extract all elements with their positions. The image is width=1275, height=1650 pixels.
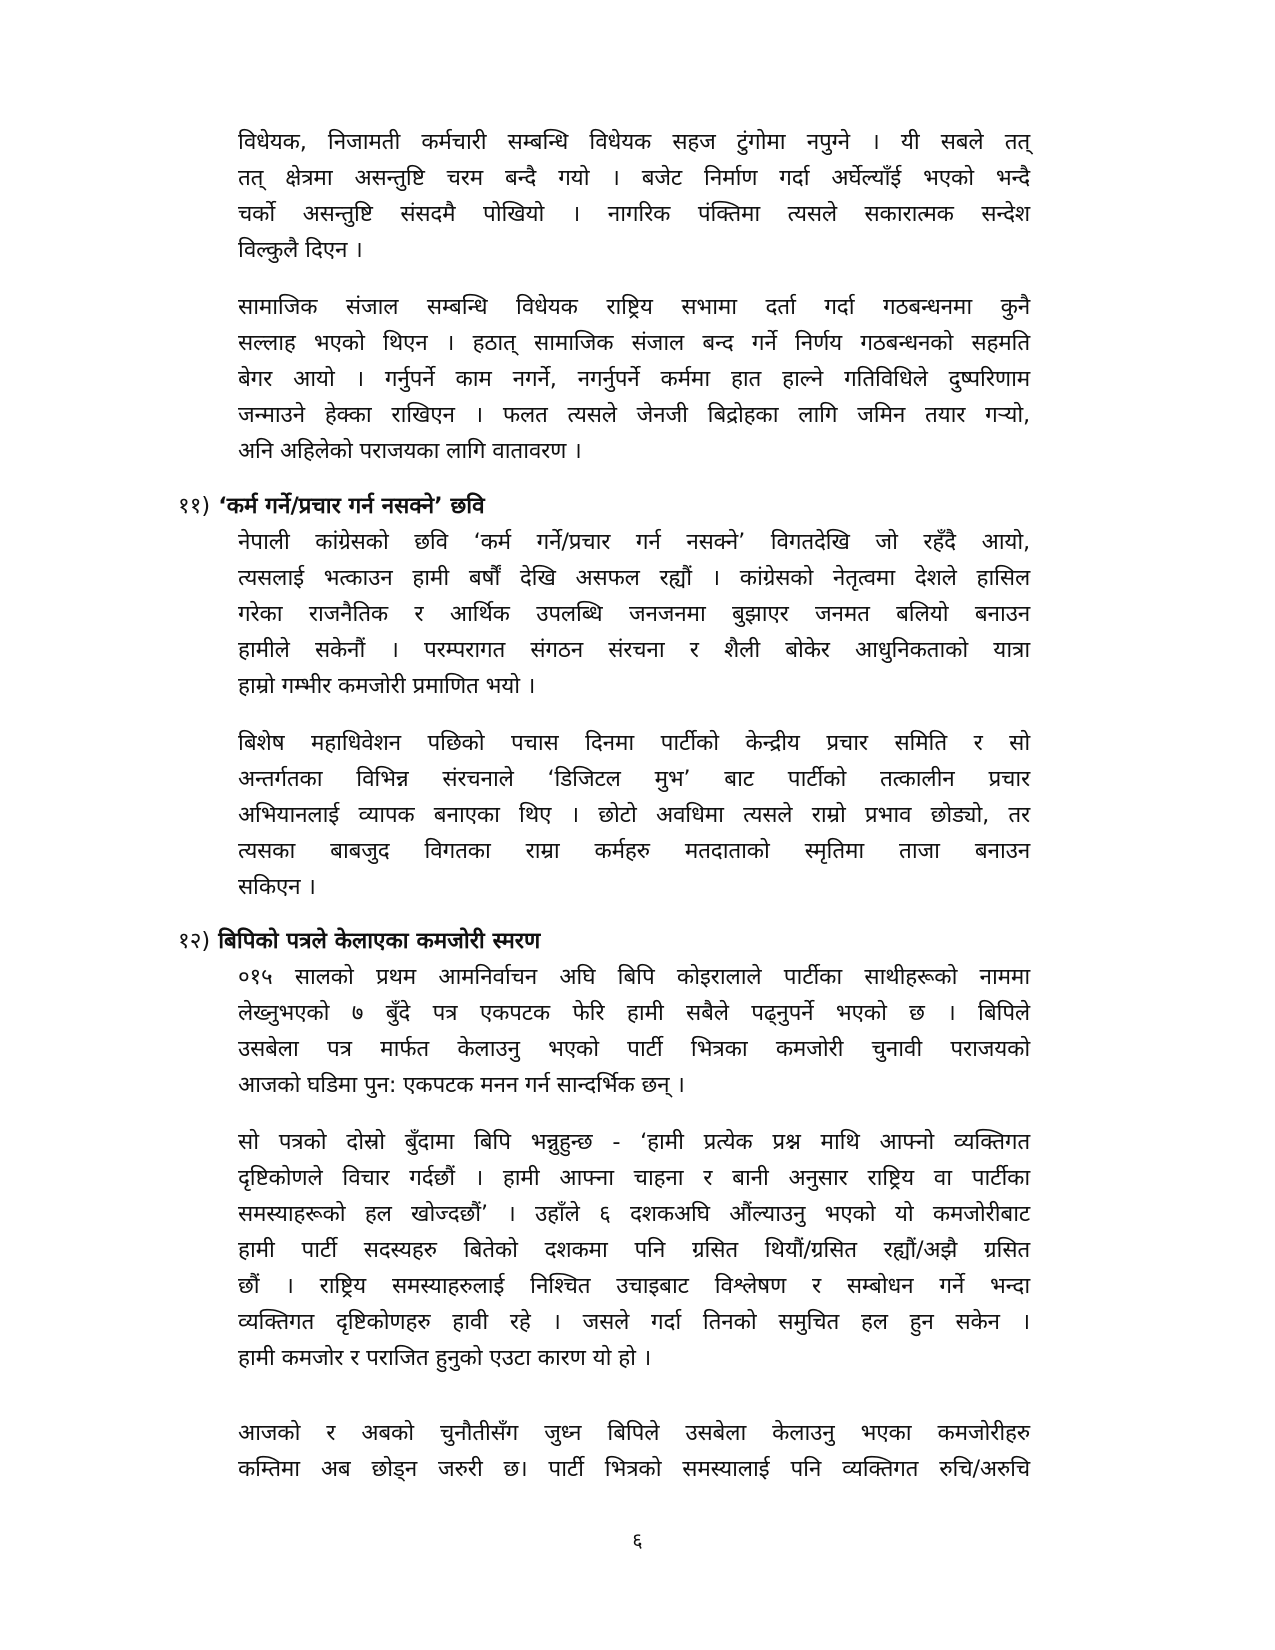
section-number: ११): [178, 493, 211, 519]
paragraph-6-line-7: हामी कमजोर र पराजित हुनुको एउटा कारण यो हो ।: [238, 1345, 652, 1371]
paragraph-3-line-5: हाम्रो गम्भीर कमजोरी प्रमाणित भयो ।: [238, 673, 536, 699]
paragraph-5-line-2: लेख्नुभएको ७ बुँदे पत्र एकपटक फेरि हामी सबैले पढ्नुपर्ने भएको छ । बिपिले: [238, 1000, 1030, 1026]
paragraph-2-line-1: सामाजिक संजाल सम्बन्धि विधेयक राष्ट्रिय सभामा दर्ता गर्दा गठबन्धनमा कुनै: [238, 294, 1030, 320]
paragraph-3-line-3: गरेका राजनैतिक र आर्थिक उपलब्धि जनजनमा बुझाएर जनमत बलियो बनाउन: [238, 601, 1030, 627]
paragraph-5-line-4: आजको घडिमा पुन: एकपटक मनन गर्न सान्दर्भिक छन् ।: [238, 1072, 685, 1098]
paragraph-4-line-5: सकिएन ।: [238, 874, 316, 900]
paragraph-1-line-4: विल्कुलै दिएन ।: [238, 237, 363, 263]
paragraph-1-line-1: विधेयक, निजामती कर्मचारी सम्बन्धि विधेयक सहज टुंगोमा नपुग्ने । यी सबले तत्: [238, 129, 1030, 155]
paragraph-6-line-2: दृष्टिकोणले विचार गर्दछौं । हामी आफ्ना चाहना र बानी अनुसार राष्ट्रिय वा पार्टीका: [238, 1165, 1030, 1191]
paragraph-3-line-4: हामीले सकेनौं । परम्परागत संगठन संरचना र शैली बोकेर आधुनिकताको यात्रा: [238, 637, 1030, 663]
paragraph-2-line-2: सल्लाह भएको थिएन । हठात् सामाजिक संजाल बन्द गर्ने निर्णय गठबन्धनको सहमति: [238, 330, 1030, 356]
paragraph-4-line-2: अन्तर्गतका विभिन्न संरचनाले ‘डिजिटल मुभ’ बाट पार्टीको तत्कालीन प्रचार: [238, 766, 1030, 792]
paragraph-4-line-4: त्यसका बाबजुद विगतका राम्रा कर्महरु मतदाताको स्मृतिमा ताजा बनाउन: [238, 838, 1030, 864]
section-heading-11: [178, 488, 1038, 524]
paragraph-5-line-1: ०१५ सालको प्रथम आमनिर्वाचन अघि बिपि कोइरालाले पार्टीका साथीहरूको नाममा: [238, 964, 1030, 990]
section-number: १२): [178, 928, 211, 954]
paragraph-6-line-4: हामी पार्टी सदस्यहरु बितेको दशकमा पनि ग्रसित थियौं/ग्रसित रह्यौं/अझै ग्रसित: [238, 1237, 1030, 1263]
paragraph-6-line-5: छौं । राष्ट्रिय समस्याहरुलाई निश्चित उचाइबाट विश्लेषण र सम्बोधन गर्ने भन्दा: [238, 1273, 1030, 1299]
paragraph-4-line-3: अभियानलाई व्यापक बनाएका थिए । छोटो अवधिमा त्यसले राम्रो प्रभाव छोड्यो, तर: [238, 802, 1030, 828]
section-title: ‘कर्म गर्ने/प्रचार गर्न नसक्ने’ छवि: [218, 493, 485, 519]
paragraph-6-line-3: समस्याहरूको हल खोज्दछौं’ । उहाँले ६ दशकअघि औंल्याउनु भएको यो कमजोरीबाट: [238, 1201, 1030, 1227]
section-title: बिपिको पत्रले केलाएका कमजोरी स्मरण: [218, 928, 541, 954]
page-number: ६: [632, 1528, 643, 1552]
paragraph-2-line-4: जन्माउने हेक्का राखिएन । फलत त्यसले जेनजी बिद्रोहका लागि जमिन तयार गऱ्यो,: [238, 402, 1030, 428]
paragraph-3-line-2: त्यसलाई भत्काउन हामी बर्षौं देखि असफल रह्यौं । कांग्रेसको नेतृत्वमा देशले हासिल: [238, 565, 1030, 591]
paragraph-1-line-2: तत् क्षेत्रमा असन्तुष्टि चरम बन्दै गयो । बजेट निर्माण गर्दा अर्घेल्याँई भएको भन्दै: [238, 165, 1030, 191]
paragraph-1-line-3: चर्को असन्तुष्टि संसदमै पोखियो । नागरिक पंक्तिमा त्यसले सकारात्मक सन्देश: [238, 201, 1030, 227]
paragraph-7-line-1: आजको र अबको चुनौतीसँग जुध्न बिपिले उसबेला केलाउनु भएका कमजोरीहरु: [238, 1420, 1030, 1446]
paragraph-2-line-5: अनि अहिलेको पराजयका लागि वातावरण ।: [238, 438, 582, 464]
paragraph-5-line-3: उसबेला पत्र मार्फत केलाउनु भएको पार्टी भित्रका कमजोरी चुनावी पराजयको: [238, 1036, 1030, 1062]
paragraph-6-line-1: सो पत्रको दोस्रो बुँदामा बिपि भन्नुहुन्छ - ‘हामी प्रत्येक प्रश्न माथि आफ्नो व्यक्तिगत: [238, 1129, 1030, 1155]
paragraph-3-line-1: नेपाली कांग्रेसको छवि ‘कर्म गर्ने/प्रचार गर्न नसक्ने’ विगतदेखि जो रहँदै आयो,: [238, 529, 1030, 555]
paragraph-4-line-1: बिशेष महाधिवेशन पछिको पचास दिनमा पार्टीको केन्द्रीय प्रचार समिति र सो: [238, 730, 1030, 756]
section-heading-12: [178, 923, 1038, 959]
paragraph-7-line-2: कम्तिमा अब छोड्न जरुरी छ। पार्टी भित्रको समस्यालाई पनि व्यक्तिगत रुचि/अरुचि: [238, 1456, 1030, 1482]
paragraph-6-line-6: व्यक्तिगत दृष्टिकोणहरु हावी रहे । जसले गर्दा तिनको समुचित हल हुन सकेन ।: [238, 1309, 1030, 1335]
paragraph-2-line-3: बेगर आयो । गर्नुपर्ने काम नगर्ने, नगर्नुपर्ने कर्ममा हात हाल्ने गतिविधिले दुष्परिणाम: [238, 366, 1030, 392]
